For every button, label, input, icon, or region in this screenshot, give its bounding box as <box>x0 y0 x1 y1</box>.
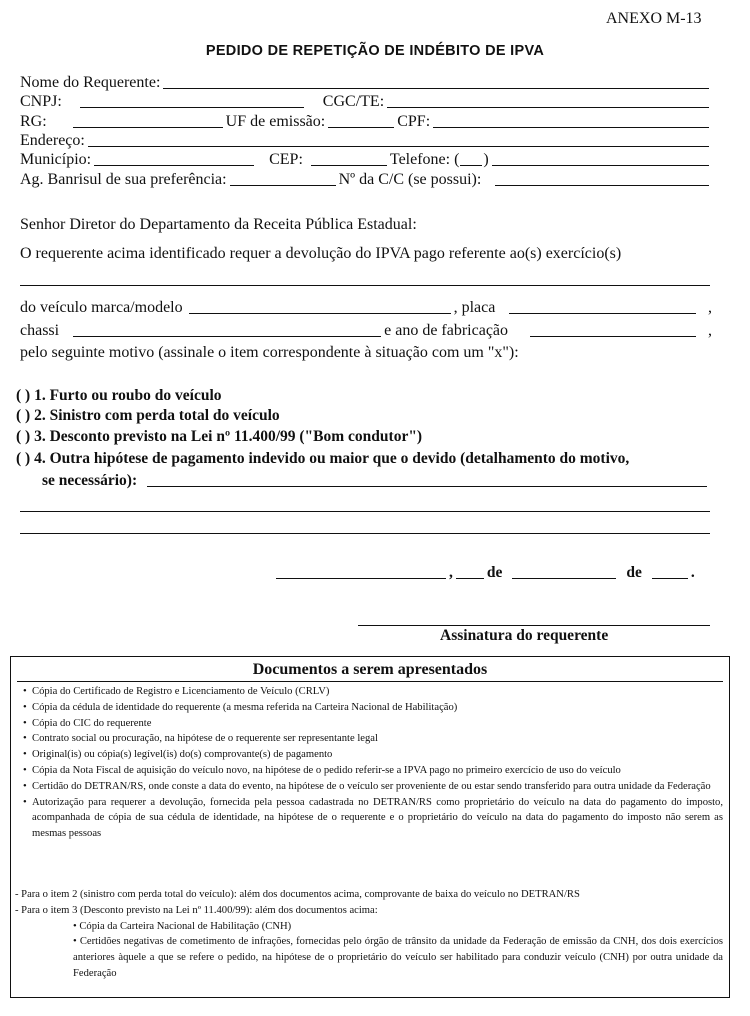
documents-list <box>23 684 723 842</box>
uf-field[interactable] <box>328 111 394 128</box>
uf-label: UF de emissão: <box>225 113 326 130</box>
telefone-close: ) <box>483 151 489 168</box>
cnpj-field[interactable] <box>80 91 304 108</box>
document-item: • Autorização para requerer a devolução, fornecida pela pessoa cadastrada no DETRAN/RS como proprietário do veículo na data do pagamento do imposto, acompanhada de cópia de sua cédula de identidade, na hipótese de o requerente e o proprietário do veículo na data do pagamento do imposto não serem as mesmas pessoas <box>23 795 723 842</box>
endereco-label: Endereço: <box>20 132 85 149</box>
ano-comma: , <box>708 322 712 339</box>
row-endereco <box>20 130 712 150</box>
cpf-label: CPF: <box>397 113 431 130</box>
endereco-field[interactable] <box>88 130 709 147</box>
date-de-1: de <box>486 564 503 581</box>
conta-field[interactable] <box>495 169 709 186</box>
note-item-3: - Para o item 3 (Desconto previsto na Lei nº 11.400/99): além dos documentos acima: <box>15 904 378 916</box>
salutation: Senhor Diretor do Departamento da Receita Pública Estadual: <box>20 216 417 233</box>
row-agencia <box>20 169 712 189</box>
row-municipio <box>20 149 712 169</box>
telefone-ddd-field[interactable] <box>460 149 482 166</box>
marca-label: do veículo marca/modelo <box>20 299 183 316</box>
cpf-field[interactable] <box>433 111 709 128</box>
agencia-field[interactable] <box>230 169 336 186</box>
option-1[interactable]: ( ) 1. Furto ou roubo do veículo <box>16 387 222 404</box>
document-item: • Cópia da Nota Fiscal de aquisição do veículo novo, na hipótese de o pedido referir-se a IPVA pago no primeiro exercício de uso do veículo <box>23 763 723 779</box>
documents-box <box>10 656 730 998</box>
chassi-field[interactable] <box>73 320 381 337</box>
cgc-label: CGC/TE: <box>322 93 385 110</box>
telefone-label: Telefone: ( <box>389 151 460 168</box>
municipio-field[interactable] <box>94 149 254 166</box>
cep-label: CEP: <box>269 151 303 168</box>
nome-label: Nome do Requerente: <box>20 74 161 91</box>
signature-line[interactable] <box>358 625 710 626</box>
cgc-field[interactable] <box>387 91 709 108</box>
annex-label: ANEXO M-13 <box>606 10 702 27</box>
document-item: • Contrato social ou procuração, na hipótese de o requerente ser representante legal <box>23 731 723 747</box>
option4-cont-label: se necessário): <box>42 472 138 489</box>
option-4[interactable]: ( ) 4. Outra hipótese de pagamento indevido ou maior que o devido (detalhamento do motivo, <box>16 450 630 467</box>
document-item: • Cópia do CIC do requerente <box>23 716 723 732</box>
option-2[interactable]: ( ) 2. Sinistro com perda total do veículo <box>16 407 280 424</box>
date-de-2: de <box>626 564 642 581</box>
document-item: • Cópia do Certificado de Registro e Licenciamento de Veículo (CRLV) <box>23 684 723 700</box>
placa-label: , placa <box>453 299 496 316</box>
date-city-field[interactable] <box>276 562 446 579</box>
marca-field[interactable] <box>189 297 451 314</box>
row-date <box>276 562 716 582</box>
signature-label: Assinatura do requerente <box>440 627 609 644</box>
request-text: O requerente acima identificado requer a devolução do IPVA pago referente ao(s) exercício(s) <box>20 245 622 262</box>
date-year-field[interactable] <box>652 562 688 579</box>
nome-field[interactable] <box>163 72 709 89</box>
note-item-3-certidoes: • Certidões negativas de cometimento de infrações, fornecidas pelo órgão de trânsito da unidade da Federação de emissão da CNH, dos dois exercícios anteriores àquele a que se refere o pedido, na hipótese de o proprietário do veículo ser habilitado para conduzir veículo (CNH) por outra unidade da Federação <box>73 936 723 979</box>
cnpj-label: CNPJ: <box>20 93 62 110</box>
placa-comma: , <box>708 299 712 316</box>
document-item: • Original(is) ou cópia(s) legível(is) do(s) comprovante(s) de pagamento <box>23 747 723 763</box>
cep-field[interactable] <box>311 149 387 166</box>
documents-title: Documentos a serem apresentados <box>252 661 488 678</box>
row-chassi <box>20 320 712 340</box>
documents-notes <box>15 887 723 982</box>
form-title: PEDIDO DE REPETIÇÃO DE INDÉBITO DE IPVA <box>205 43 545 59</box>
date-day-field[interactable] <box>456 562 484 579</box>
rg-field[interactable] <box>73 111 223 128</box>
placa-field[interactable] <box>509 297 696 314</box>
telefone-field[interactable] <box>492 149 709 166</box>
exercicio-field[interactable] <box>20 285 710 286</box>
note-item-3-cnh: • Cópia da Carteira Nacional de Habilitação (CNH) <box>73 920 292 932</box>
documents-title-divider <box>17 681 723 682</box>
option-3[interactable]: ( ) 3. Desconto previsto na Lei nº 11.400/99 ("Bom condutor") <box>16 428 423 445</box>
ano-label: e ano de fabricação <box>384 322 509 339</box>
date-dot: . <box>690 564 695 581</box>
detail-line-3[interactable] <box>20 533 710 534</box>
detail-line-2[interactable] <box>20 511 710 512</box>
chassi-label: chassi <box>20 322 60 339</box>
row-nome <box>20 72 712 92</box>
conta-label: Nº da C/C (se possui): <box>338 171 482 188</box>
date-month-field[interactable] <box>512 562 616 579</box>
option4-detail-field[interactable] <box>147 470 707 487</box>
document-item: • Cópia da cédula de identidade do requerente (a mesma referida na Carteira Nacional de Habilitação) <box>23 700 723 716</box>
date-comma: , <box>449 564 453 581</box>
motivo-prompt: pelo seguinte motivo (assinale o item correspondente à situação com um "x"): <box>20 344 519 361</box>
ano-field[interactable] <box>530 320 696 337</box>
row-cnpj <box>20 91 712 111</box>
row-option4-detail <box>42 470 710 490</box>
document-item: • Certidão do DETRAN/RS, onde conste a data do evento, na hipótese de o veículo ser proveniente de ou estar sendo transferido para outra unidade da Federação <box>23 779 723 795</box>
agencia-label: Ag. Banrisul de sua preferência: <box>20 171 227 188</box>
note-item-2: - Para o item 2 (sinistro com perda total do veículo): além dos documentos acima, comprovante de baixa do veículo no DETRAN/RS <box>15 889 580 900</box>
rg-label: RG: <box>20 113 47 130</box>
row-rg <box>20 111 712 131</box>
municipio-label: Município: <box>20 151 92 168</box>
row-veiculo <box>20 297 712 317</box>
